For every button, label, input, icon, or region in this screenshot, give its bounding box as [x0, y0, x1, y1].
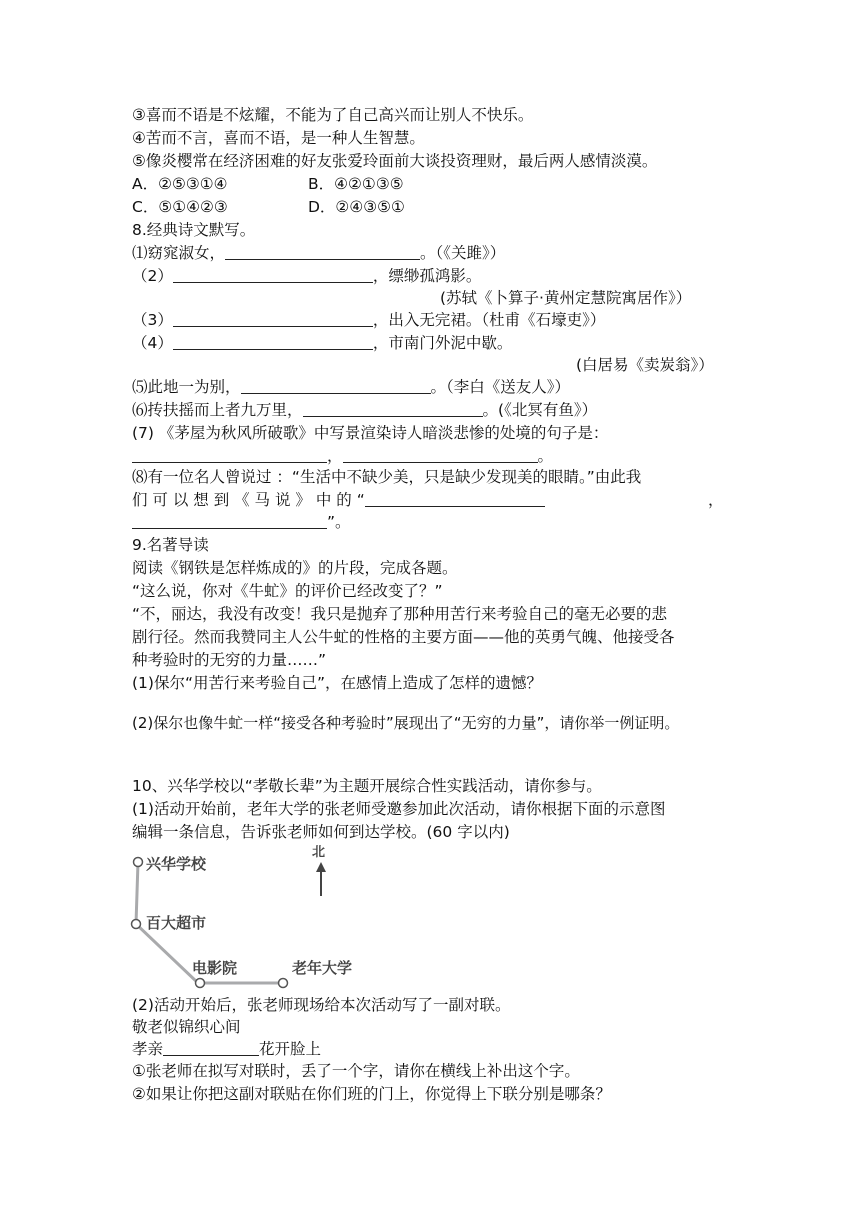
market-label: 百大超市	[146, 914, 207, 932]
q9-passage-2c: 种考验时的无穷的力量……”	[132, 651, 327, 669]
answer-blank[interactable]	[365, 490, 545, 507]
q8-line-4	[132, 332, 512, 354]
school-marker	[134, 858, 143, 867]
option-b[interactable]: B．④②①③⑤	[308, 175, 404, 193]
q9-heading: 9.名著导读	[132, 536, 209, 554]
cinema-label: 电影院	[192, 959, 238, 977]
answer-blank[interactable]	[132, 512, 327, 529]
q7-statement-4: ④苦而不言，喜而不语，是一种人生智慧。	[132, 129, 425, 147]
q8-line-2-number: （2）	[132, 267, 173, 285]
answer-blank[interactable]	[173, 310, 373, 327]
q8-line-3-number: （3）	[132, 311, 173, 329]
q8-line-5-source: 。（李白《送友人》）	[430, 378, 571, 396]
q7-statement-5: ⑤像炎樱常在经济困难的好友张爱玲面前大谈投资理财，最后两人感情淡漠。	[132, 152, 658, 170]
couplet-line-1: 敬老似锦织心间	[132, 1018, 241, 1036]
q8-line-5	[132, 376, 570, 398]
q10-heading: 10、兴华学校以“孝敬长辈”为主题开展综合性实践活动，请你参与。	[132, 777, 602, 795]
answer-blank[interactable]	[225, 243, 420, 260]
couplet-line-2-start: 孝亲	[132, 1040, 164, 1058]
q8-line-7-blanks	[132, 445, 553, 467]
answer-blank[interactable]	[132, 446, 327, 463]
q8-line-4-number: （4）	[132, 334, 173, 352]
comma: ，	[327, 447, 343, 465]
q8-line-4-source: (白居易《卖炭翁》）	[576, 356, 714, 374]
q8-line-3-text: ，出入无完裙。（杜甫《石壕吏》）	[372, 311, 606, 329]
q7-statement-3: ③喜而不语是不炫耀，不能为了自己高兴而让别人不快乐。	[132, 106, 534, 124]
option-c[interactable]: C．⑤①④②③	[132, 198, 228, 216]
q9-passage-2a: “不，丽达，我没有改变！我只是抛弃了那种用苦行来考验自己的毫无必要的悲	[132, 605, 668, 623]
option-a[interactable]: A．②⑤③①④	[132, 175, 228, 193]
answer-blank[interactable]	[173, 333, 373, 350]
north-label: 北	[312, 845, 326, 860]
q8-line-2	[132, 265, 481, 287]
couplet-line-2-end: 花开脸上	[259, 1040, 322, 1058]
q8-line-4-text: ，市南门外泥中歇。	[372, 334, 513, 352]
answer-blank[interactable]	[163, 1039, 259, 1056]
answer-blank[interactable]	[343, 446, 538, 463]
answer-blank[interactable]	[303, 400, 483, 417]
university-marker	[279, 979, 288, 988]
q8-line-5-text: ⑸此地一为别，	[132, 378, 241, 396]
q10-sub-2: ②如果让你把这副对联贴在你们班的门上，你觉得上下联分别是哪条？	[132, 1085, 611, 1103]
q8-line-3	[132, 309, 605, 331]
q8-line-1-text: ⑴窈窕淑女，	[132, 244, 226, 262]
couplet-line-2	[132, 1038, 321, 1060]
cinema-marker	[196, 979, 205, 988]
q8-line-7: (7) 《茅屋为秋风所破歌》中写景渲染诗人暗淡悲惨的处境的句子是：	[132, 424, 609, 442]
q10-sub-1: ①张老师在拟写对联时，丢了一个字，请你在横线上补出这个字。	[132, 1062, 580, 1080]
q10-part-2: (2)活动开始后，张老师现场给本次活动写了一副对联。	[132, 996, 511, 1014]
q9-question-1: (1)保尔“用苦行来考验自己”，在感情上造成了怎样的遗憾？	[132, 674, 543, 692]
q8-line-8c	[132, 511, 351, 533]
q8-heading: 8.经典诗文默写。	[132, 221, 256, 239]
q8-line-6-source: 。(《北冥有鱼》）	[482, 401, 598, 419]
q8-line-1-source: 。（《关雎》）	[420, 244, 506, 262]
q10-part-1a: (1)活动开始前，老年大学的张老师受邀参加此次活动，请你根据下面的示意图	[132, 800, 666, 818]
north-arrow-icon	[316, 862, 326, 896]
q9-intro: 阅读《钢铁是怎样炼成的》的片段，完成各题。	[132, 559, 458, 577]
q9-passage-1: “这么说，你对《牛虻》的评价已经改变了？”	[132, 582, 443, 600]
university-label: 老年大学	[292, 959, 353, 977]
closing-quote: ”。	[327, 513, 351, 531]
q8-line-1	[132, 242, 505, 264]
answer-blank[interactable]	[241, 377, 431, 394]
answer-blank[interactable]	[173, 266, 373, 283]
q8-line-6	[132, 399, 597, 421]
comma: ，	[708, 491, 724, 509]
q7-options-row-1	[132, 173, 404, 195]
q10-part-1b: 编辑一条信息，告诉张老师如何到达学校。(60 字以内)	[132, 823, 510, 841]
q8-line-2-source: (苏轼《卜算子·黄州定慧院寓居作》）	[440, 289, 692, 307]
q8-line-2-text: ，缥缈孤鸿影。	[372, 267, 482, 285]
period: 。	[537, 447, 554, 465]
q7-options-row-2	[132, 196, 405, 218]
q8-line-8b-text: 们 可 以 想 到 《 马 说 》 中 的 “	[132, 491, 365, 509]
route-map	[128, 840, 378, 992]
option-d[interactable]: D．②④③⑤①	[308, 198, 405, 216]
q8-line-8a: ⑻有一位名人曾说过 ：“生活中不缺少美，只是缺少发现美的眼睛。”由此我	[132, 468, 642, 486]
q8-line-8b	[132, 489, 724, 511]
school-label: 兴华学校	[146, 855, 207, 873]
q9-question-2: (2)保尔也像牛虻一样“接受各种考验时”展现出了“无穷的力量”，请你举一例证明。	[132, 714, 680, 732]
market-marker	[132, 920, 141, 929]
q8-line-6-text: ⑹抟扶摇而上者九万里，	[132, 401, 303, 419]
q9-passage-2b: 剧行径。然而我赞同主人公牛虻的性格的主要方面——他的英勇气魄、他接受各	[132, 628, 675, 646]
